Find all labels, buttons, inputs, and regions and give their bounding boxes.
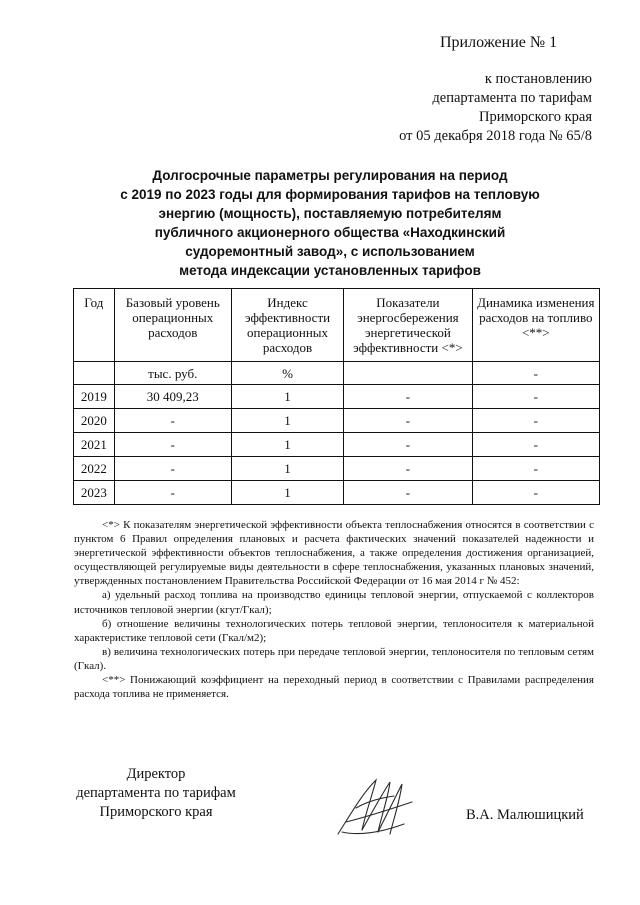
cell-base-level: -: [114, 457, 231, 481]
header-base-level: Базовый уровень операционных расходов: [114, 289, 231, 362]
cell-year: 2019: [74, 385, 115, 409]
cell-base-level: -: [114, 481, 231, 505]
cell-index: 1: [231, 433, 343, 457]
cell-index: 1: [231, 385, 343, 409]
cell-indicators: -: [344, 385, 472, 409]
signatory-department: департамента по тарифам: [76, 785, 236, 801]
appendix-number: Приложение № 1: [440, 34, 558, 51]
header-efficiency-index: Индекс эффективности операционных расходов: [231, 289, 343, 362]
cell-year: 2021: [74, 433, 115, 457]
header-fuel-dynamics: Динамика изменения расходов на топливо <**>: [472, 289, 599, 362]
unit-index: %: [231, 362, 343, 385]
units-row: [74, 362, 600, 385]
signatory-region: Приморского края: [99, 804, 213, 820]
table-row: [74, 481, 600, 505]
cell-dynamics: -: [472, 385, 599, 409]
unit-indicators: [344, 362, 472, 385]
cell-base-level: -: [114, 409, 231, 433]
title-line: судоремонтный завод», с использованием: [185, 244, 475, 259]
cell-indicators: -: [344, 457, 472, 481]
cell-index: 1: [231, 409, 343, 433]
footnote-item-b: б) отношение величины технологических потерь тепловой энергии, теплоносителя к материальной характеристике тепловой сети (Гкал/м2);: [74, 617, 594, 644]
cell-index: 1: [231, 457, 343, 481]
title-line: с 2019 по 2023 годы для формирования тарифов на тепловую: [120, 187, 540, 202]
footnote-item-c: в) величина технологических потерь при передаче тепловой энергии, теплоносителя по тепловым сетям (Гкал).: [74, 645, 594, 672]
footnote-item-a: а) удельный расход топлива на производство единицы тепловой энергии, отпускаемой с коллекторов источников тепловой энергии (кгут/Гкал);: [74, 589, 594, 616]
table-row: [74, 385, 600, 409]
signatory-title: [56, 765, 256, 822]
cell-indicators: -: [344, 433, 472, 457]
header-year: Год: [74, 289, 115, 362]
title-line: энергию (мощность), поставляемую потребителям: [158, 206, 502, 221]
footnote-fuel-coefficient: <**> Понижающий коэффициент на переходный период в соответствии с Правилами распределения расхода топлива не применяется.: [74, 674, 594, 701]
cell-indicators: -: [344, 409, 472, 433]
cell-index: 1: [231, 481, 343, 505]
cell-dynamics: -: [472, 409, 599, 433]
footnote-energy-efficiency: <*> К показателям энергетической эффективности объекта теплоснабжения относятся в соответствии с пунктом 6 Правил определения плановых и расчета фактических значений показателей надежности и энергетической эффективности объектов теплоснабжения, а также определения достижения организацией, осуществляющей регулируемые виды деятельности в сфере теплоснабжения, указанных плановых значений, утвержденных постановлением Правительства Российской Федерации от 16 мая 2014 г № 452:: [74, 519, 594, 588]
cell-dynamics: -: [472, 433, 599, 457]
resolution-reference: [292, 70, 592, 146]
cell-dynamics: -: [472, 457, 599, 481]
unit-year: [74, 362, 115, 385]
signatory-name: В.А. Малюшицкий: [466, 807, 584, 823]
cell-year: 2022: [74, 457, 115, 481]
signatory-position: Директор: [126, 766, 186, 782]
header-energy-indicators: Показатели энергосбережения энергетической эффективности <*>: [344, 289, 472, 362]
unit-base-level: тыс. руб.: [114, 362, 231, 385]
title-line: публичного акционерного общества «Находкинский: [154, 225, 506, 240]
cell-year: 2020: [74, 409, 115, 433]
title-line: метода индексации установленных тарифов: [179, 263, 481, 278]
resolution-date-number: от 05 декабря 2018 года № 65/8: [399, 128, 592, 144]
table-row: [74, 409, 600, 433]
resolution-region: Приморского края: [478, 109, 592, 125]
unit-dynamics: -: [472, 362, 599, 385]
cell-indicators: -: [344, 481, 472, 505]
cell-base-level: 30 409,23: [114, 385, 231, 409]
title-line: Долгосрочные параметры регулирования на период: [152, 168, 508, 183]
document-title: [100, 166, 560, 280]
resolution-to: к постановлению: [484, 71, 592, 87]
handwritten-signature: [332, 772, 418, 842]
resolution-department: департамента по тарифам: [432, 90, 592, 106]
table-row: [74, 457, 600, 481]
cell-base-level: -: [114, 433, 231, 457]
cell-year: 2023: [74, 481, 115, 505]
table-header-row: [74, 289, 600, 362]
cell-dynamics: -: [472, 481, 599, 505]
footnotes: [74, 518, 594, 701]
table-row: [74, 433, 600, 457]
parameters-table: [73, 288, 600, 505]
